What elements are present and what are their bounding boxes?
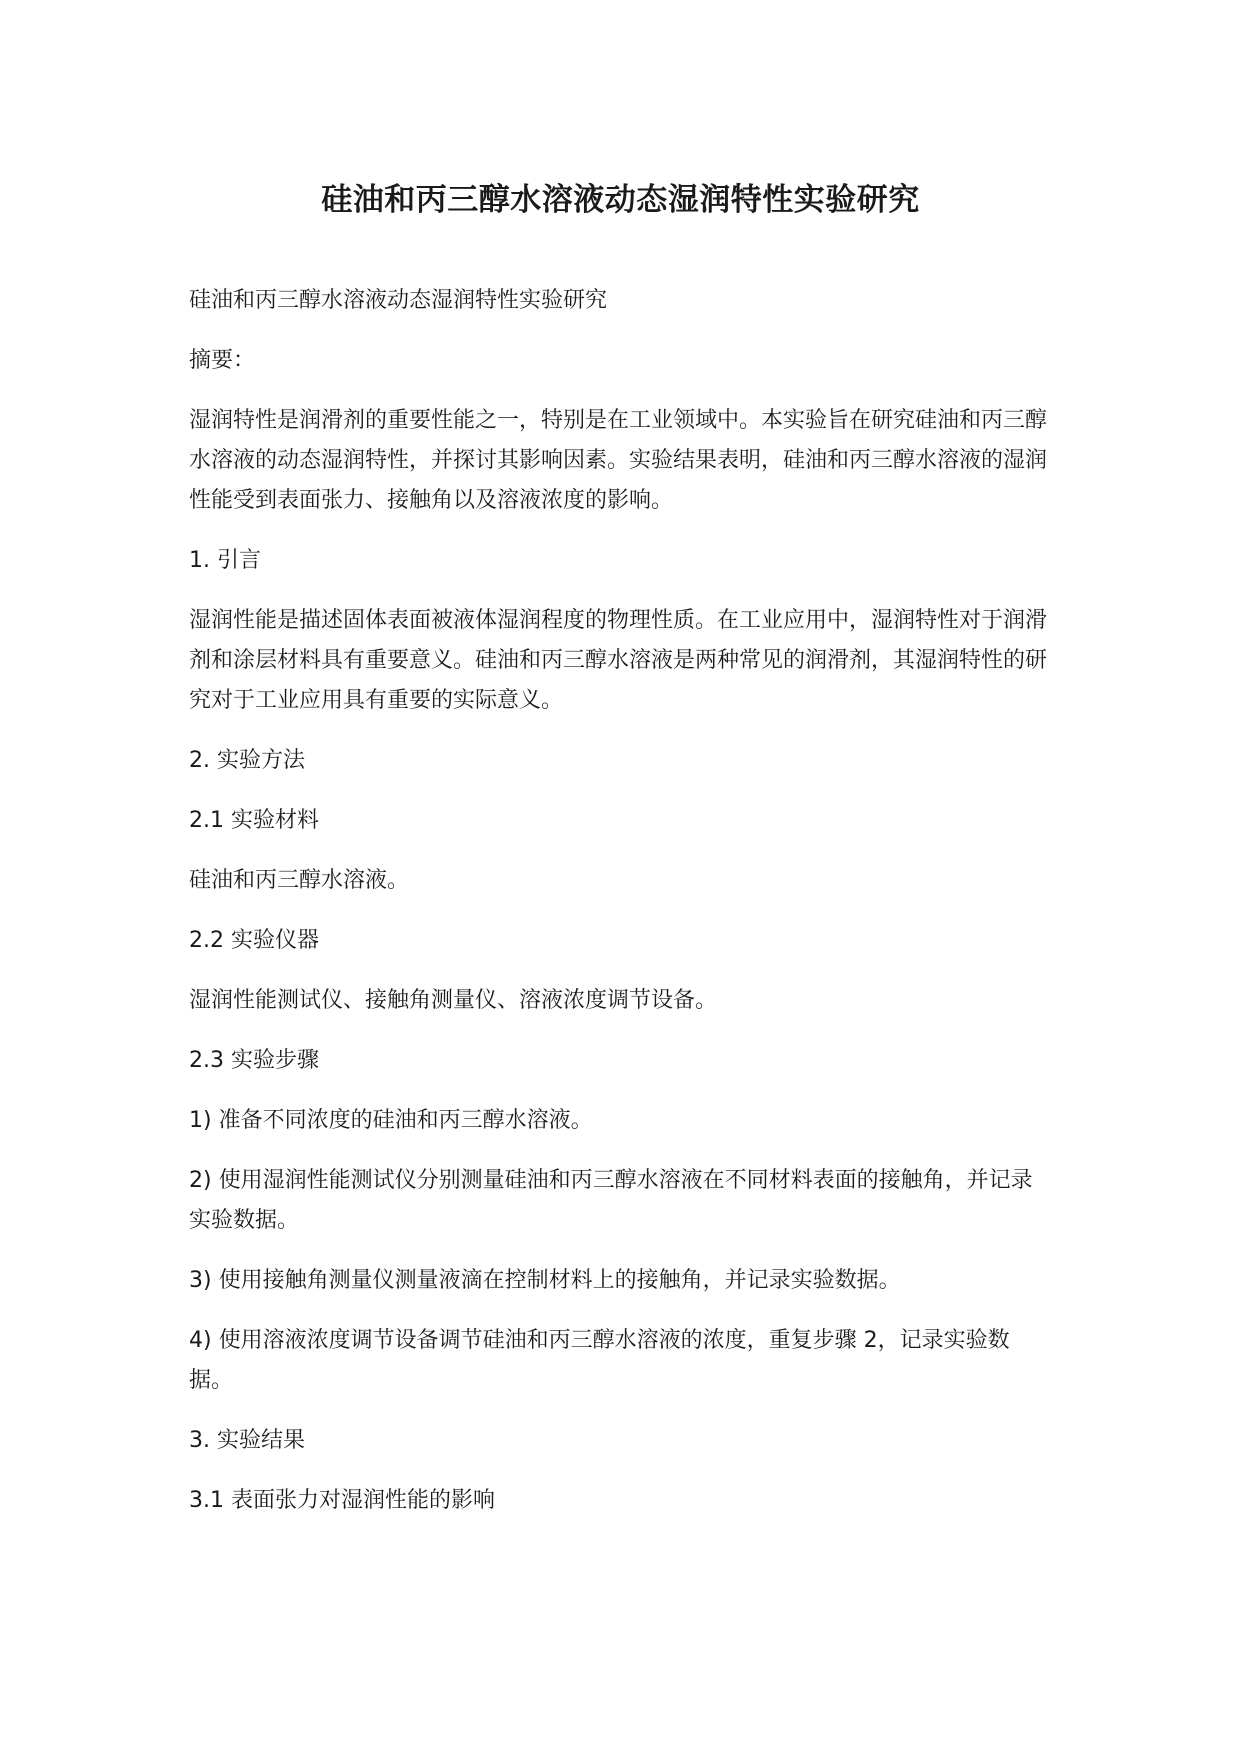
section-2-2-heading: 2.2 实验仪器: [189, 928, 319, 953]
abstract-paragraph: 湿润特性是润滑剂的重要性能之一，特别是在工业领域中。本实验旨在研究硅油和丙三醇水溶液的动态湿润特性，并探讨其影响因素。实验结果表明，硅油和丙三醇水溶液的湿润性能受到表面张力、接触角以及溶液浓度的影响。: [189, 408, 1048, 513]
section-2-heading: 2. 实验方法: [189, 748, 305, 773]
section-2-1-heading: 2.1 实验材料: [189, 808, 319, 833]
section-3-1-heading: 3.1 表面张力对湿润性能的影响: [189, 1488, 495, 1513]
step-2: 2) 使用湿润性能测试仪分别测量硅油和丙三醇水溶液在不同材料表面的接触角，并记录实验数据。: [189, 1168, 1033, 1233]
step-4: 4) 使用溶液浓度调节设备调节硅油和丙三醇水溶液的浓度，重复步骤 2，记录实验数据。: [189, 1328, 1010, 1393]
section-1-paragraph: 湿润性能是描述固体表面被液体湿润程度的物理性质。在工业应用中，湿润特性对于润滑剂和涂层材料具有重要意义。硅油和丙三醇水溶液是两种常见的润滑剂，其湿润特性的研究对于工业应用具有重要的实际意义。: [189, 608, 1048, 713]
document-title: 硅油和丙三醇水溶液动态湿润特性实验研究: [321, 182, 920, 218]
step-3: 3) 使用接触角测量仪测量液滴在控制材料上的接触角，并记录实验数据。: [189, 1268, 901, 1293]
abstract-label: 摘要：: [189, 348, 256, 373]
step-1: 1) 准备不同浓度的硅油和丙三醇水溶液。: [189, 1108, 593, 1133]
section-2-1-paragraph: 硅油和丙三醇水溶液。: [189, 868, 410, 893]
section-2-2-paragraph: 湿润性能测试仪、接触角测量仪、溶液浓度调节设备。: [189, 988, 718, 1013]
section-1-heading: 1. 引言: [189, 548, 261, 573]
subtitle-paragraph: 硅油和丙三醇水溶液动态湿润特性实验研究: [189, 288, 608, 313]
section-3-heading: 3. 实验结果: [189, 1428, 305, 1453]
section-2-3-heading: 2.3 实验步骤: [189, 1048, 319, 1073]
